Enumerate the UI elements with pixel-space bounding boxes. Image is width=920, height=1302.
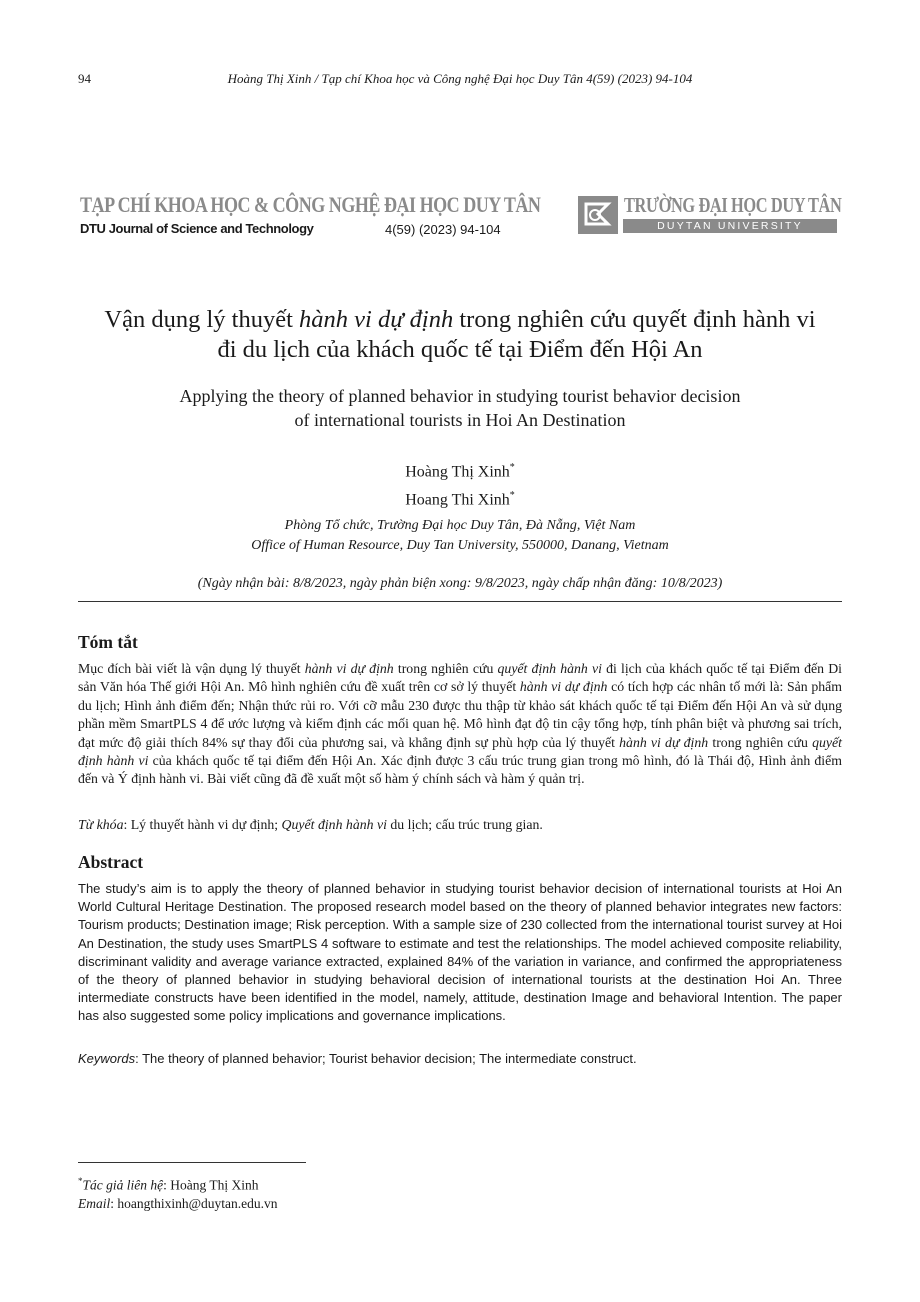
running-header	[78, 70, 842, 88]
submission-dates: (Ngày nhận bài: 8/8/2023, ngày phản biện xong: 9/8/2023, ngày chấp nhận đăng: 10/8/2023)	[197, 576, 723, 591]
journal-title-en: DTU Journal of Science and Technology	[80, 221, 314, 236]
article-title-en: Applying the theory of planned behavior in studying tourist behavior decision of international tourists in Hoi An Destination	[179, 386, 741, 430]
journal-issue: 4(59) (2023) 94-104	[385, 222, 501, 237]
divider	[78, 601, 842, 602]
tom-tat-heading: Tóm tắt	[78, 632, 138, 652]
page-number: 94	[78, 71, 91, 86]
footnote-email: Email: hoangthixinh@duytan.edu.vn	[78, 1196, 278, 1211]
abstract-body: The study’s aim is to apply the theory of planned behavior in studying tourist behavior decision of international tourists at Hoi An World Cultural Heritage Destination. The proposed research model based on the theory of planned behavior integrates new factors: Tourism products; Destination image; Risk perception. With a sample size of 230 collected from the international tourist survey at Hoi An Destination, the study uses SmartPLS 4 software to estimate and test the relationships. The model achieved composite reliability, discriminant validity and average variance extracted, explained 84% of the variation in variance, and confirmed the appropriateness of the theory of planned behavior in studying behavioral decision of international tourists at the destination Hoi An. Three intermediate constructs have been identified in the model, namely, attitude, destination Image and behavioral Intention. The paper has also suggested some policy implications and governance implications.	[78, 881, 842, 1024]
running-citation: Hoàng Thị Xinh / Tạp chí Khoa học và Công nghệ Đại học Duy Tân 4(59) (2023) 94-104	[227, 71, 693, 86]
abstract-keywords: Keywords: The theory of planned behavior; Tourist behavior decision; The intermediate construct.	[78, 1051, 637, 1066]
affiliation: Phòng Tổ chức, Trường Đại học Duy Tân, Đà Nẵng, Việt Nam Office of Human Resource, Duy Tan University, 550000, Danang, Vietnam	[251, 518, 669, 553]
university-logo-icon	[578, 196, 618, 234]
author-name-en: Hoang Thi Xinh	[405, 491, 510, 509]
tom-tat-keywords: Từ khóa: Lý thuyết hành vi dự định; Quyết định hành vi du lịch; cấu trúc trung gian.	[78, 817, 543, 832]
journal-title-vi: TẠP CHÍ KHOA HỌC & CÔNG NGHỆ ĐẠI HỌC DUY TÂN	[80, 192, 541, 217]
author-name-vi: Hoàng Thị Xinh	[405, 463, 510, 481]
tom-tat-body: Mục đích bài viết là vận dụng lý thuyết hành vi dự định trong nghiên cứu quyết định hành vi đi lịch của khách quốc tế tại Điểm đến Di sản Văn hóa Thế giới Hội An. Mô hình nghiên cứu đề xuất trên cơ sở lý thuyết hành vi dự định có tích hợp các nhân tố mới là: Sản phẩm du lịch; Hình ảnh điểm đến; Nhận thức rủi ro. Với cỡ mẫu 230 được thu thập từ khảo sát khách quốc tế tại Điểm đến Hội An và sử dụng phần mềm SmartPLS 4 để ước lượng và kiểm định các mối quan hệ. Mô hình đạt độ tin cậy tổng hợp, tính phân biệt và phương sai trích, đạt mức độ giải thích 84% sự thay đổi của phương sai, và khẳng định sự phù hợp của lý thuyết hành vi dự định trong nghiên cứu quyết định hành vi của khách quốc tế tại điểm đến Hội An. Xác định được 3 cấu trúc trung gian trong mô hình, đó là Thái độ, Hình ảnh điểm đến và Ý định hành vi. Bài viết cũng đã đề xuất một số hàm ý chính sách và hàm ý quản trị.	[78, 661, 843, 787]
university-name-vi: TRƯỜNG ĐẠI HỌC DUY TÂN	[624, 193, 842, 217]
abstract-heading: Abstract	[78, 852, 144, 872]
university-name-en: DUYTAN UNIVERSITY	[623, 219, 837, 233]
author-block: Hoàng Thị Xinh* Hoang Thi Xinh*	[405, 462, 515, 509]
footnote-rule	[78, 1162, 306, 1163]
article-title-vi: Vận dụng lý thuyết hành vi dự định trong nghiên cứu quyết định hành vi đi du lịch của khách quốc tế tại Điểm đến Hội An	[104, 306, 816, 363]
footnote-corresponding-author: *Tác giả liên hệ: Hoàng Thị Xinh	[78, 1176, 259, 1193]
